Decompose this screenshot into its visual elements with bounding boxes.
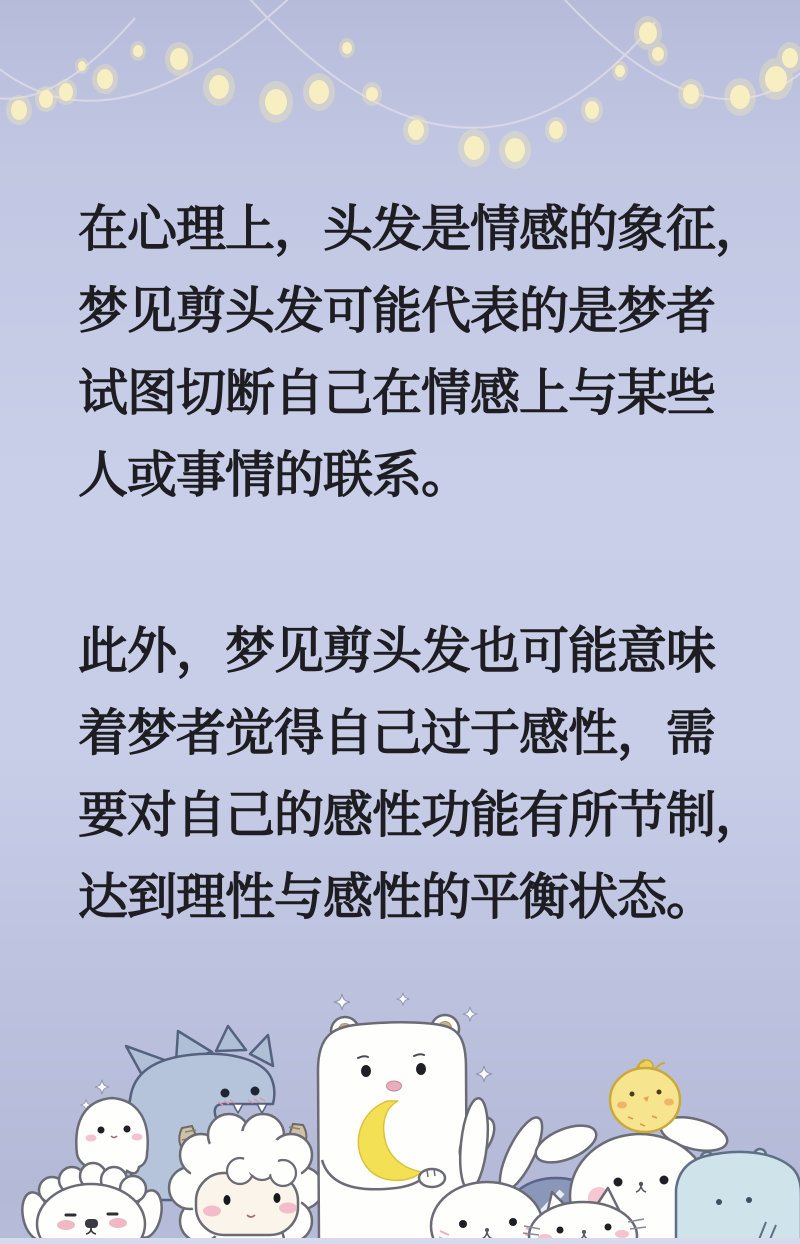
- bottom-edge-strip: [0, 1238, 800, 1244]
- animal-characters-illustration: [0, 974, 800, 1244]
- sheep-costume-kid-character: [169, 1114, 323, 1244]
- text-line: 试图切断自己在情感上与某些: [78, 365, 715, 421]
- text-line: 达到理性与感性的平衡状态。: [78, 869, 715, 925]
- chick-character: [610, 1060, 680, 1132]
- text-line: 此外，梦见剪头发也可能意味: [78, 623, 715, 679]
- dream-interpretation-paragraph-1: [78, 188, 764, 516]
- text-line: 人或事情的联系。: [78, 447, 470, 503]
- text-line: 着梦者觉得自己过于感性，需: [78, 705, 715, 761]
- string-lights-illustration: [0, 0, 800, 175]
- text-line: 要对自己的感性功能有所节制，: [78, 787, 764, 843]
- dream-interpretation-paragraph-2: [78, 610, 764, 938]
- blue-hippo-character: [676, 1149, 800, 1244]
- light-strings: [0, 0, 800, 128]
- text-line: 在心理上，头发是情感的象征，: [78, 201, 764, 257]
- light-bulbs: [6, 16, 800, 169]
- text-line: 梦见剪头发可能代表的是梦者: [78, 283, 715, 339]
